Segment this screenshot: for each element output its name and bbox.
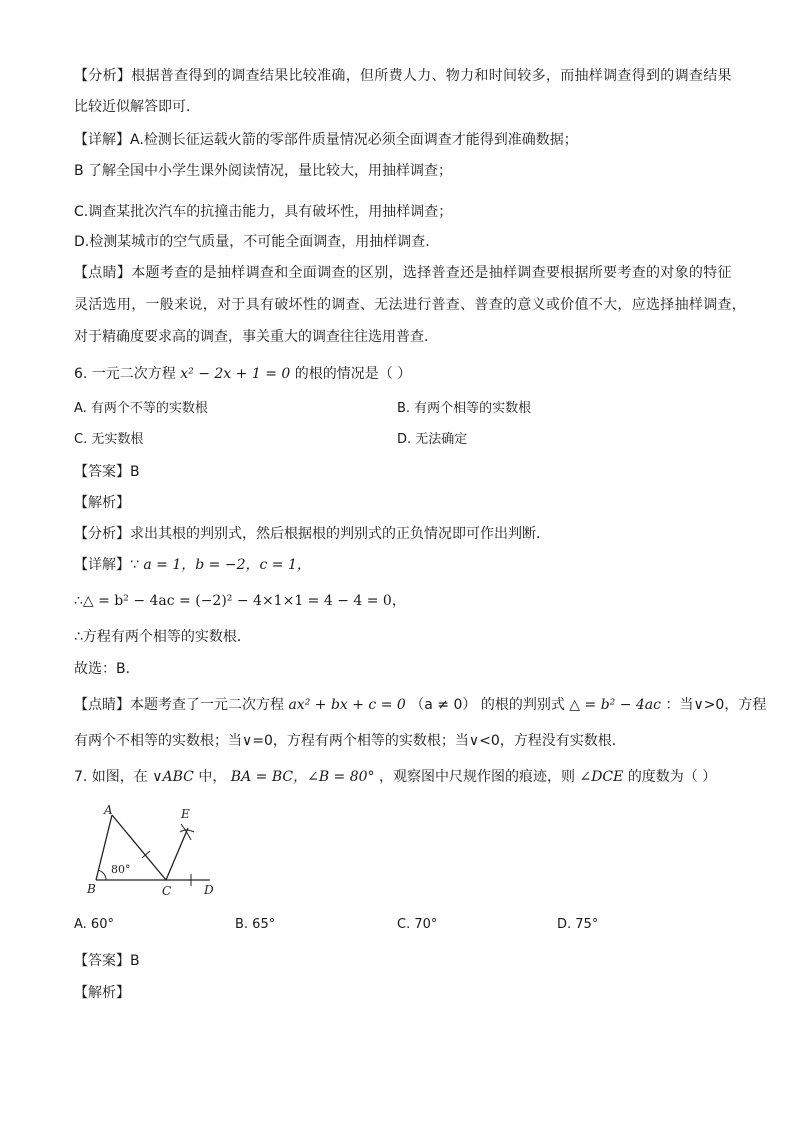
q7-stem-prefix: 7. 如图，在	[74, 769, 148, 785]
q7-stem-mid: 中，	[198, 769, 227, 785]
angle-arc-b	[99, 870, 107, 880]
q7-answer: 【答案】B	[74, 953, 140, 969]
q6-detail-prefix: 【详解】∵	[74, 557, 139, 573]
q7-option-b: B. 65°	[235, 917, 276, 932]
q5-detail-c: C.调查某批次汽车的抗撞击能力，具有破坏性，用抽样调查；	[74, 204, 453, 220]
q6-comment-tail: ：当∨>0，方程	[665, 697, 767, 713]
q6-comment-line-1	[74, 695, 766, 715]
label-c: C	[162, 884, 172, 898]
arc-mark-e2	[181, 824, 191, 840]
q6-comment-delta: △ = b² − 4ac	[569, 697, 661, 713]
q6-option-a: A. 有两个不等的实数根	[74, 401, 208, 416]
q6-option-c: C. 无实数根	[74, 432, 144, 447]
label-e: E	[181, 807, 190, 821]
q6-solution-heading: 【解析】	[74, 495, 130, 511]
angle-label-b: 80°	[111, 863, 131, 876]
q7-option-d: D. 75°	[557, 917, 599, 932]
q5-comment-line-2: 灵活选用，一般来说，对于具有破坏性的调查、无法进行普查、普查的意义或价值不大，应选择抽样调查，	[74, 297, 747, 313]
q6-stem	[74, 364, 411, 384]
q6-comment-equation: ax² + bx + c = 0	[288, 697, 406, 713]
q6-detail	[74, 555, 311, 575]
side-ab	[96, 815, 112, 880]
label-b: B	[87, 882, 96, 896]
q5-comment-line-3: 对于精确度要求高的调查，事关重大的调查往往选用普查．	[74, 329, 438, 345]
q7-triangle: ∨ABC	[152, 769, 194, 785]
q5-analysis-line-1: 【分析】根据普查得到的调查结果比较准确，但所费人力、物力和时间较多，而抽样调查得到的调查结果	[74, 68, 732, 84]
q7-condition: BA = BC，∠B = 80°	[230, 769, 375, 785]
q5-detail-d: D.检测某城市的空气质量，不可能全面调查，用抽样调查.	[74, 234, 430, 250]
q7-solution-heading: 【解析】	[74, 985, 130, 1001]
q6-comment-mid: 的根的判别式	[480, 697, 565, 713]
q6-comment-condition: （a ≠ 0）	[410, 697, 477, 713]
q7-stem-suffix: 的度数为（ ）	[627, 769, 717, 785]
q6-discriminant-line: ∴△ = b² − 4ac = (−2)² − 4×1×1 = 4 − 4 = 0，	[74, 593, 406, 609]
q6-answer: 【答案】B	[74, 464, 140, 480]
q6-comment-prefix: 【点睛】本题考查了一元二次方程	[74, 697, 284, 713]
q5-comment-line-1: 【点睛】本题考查的是抽样调查和全面调查的区别，选择普查还是抽样调查要根据所要考查的对象的特征	[74, 265, 732, 281]
q6-choice: 故选：B．	[74, 661, 140, 677]
q6-option-b: B. 有两个相等的实数根	[397, 401, 532, 416]
label-a: A	[104, 803, 113, 817]
q6-equation: x² − 2x + 1 = 0	[180, 366, 291, 382]
q6-analysis: 【分析】求出其根的判别式，然后根据根的判别式的正负情况即可作出判断．	[74, 526, 550, 542]
q6-stem-suffix: 的根的情况是（ ）	[294, 366, 412, 382]
q5-detail-a: 【详解】A.检测长征运载火箭的零部件质量情况必须全面调查才能得到准确数据；	[74, 132, 578, 148]
triangle-construction-figure	[84, 802, 224, 898]
q6-coefficients: a = 1，b = −2，c = 1，	[143, 557, 311, 573]
q7-option-c: C. 70°	[397, 917, 438, 932]
q7-stem-after: ，观察图中尺规作图的痕迹，则	[379, 769, 576, 785]
q7-angle: ∠DCE	[579, 769, 624, 785]
label-d: D	[204, 883, 214, 897]
q6-option-d: D. 无法确定	[397, 432, 468, 447]
q5-analysis-line-2: 比较近似解答即可．	[74, 99, 200, 115]
q6-conclusion: ∴方程有两个相等的实数根．	[74, 629, 251, 645]
ray-ce	[166, 828, 188, 880]
q7-option-a: A. 60°	[74, 917, 114, 932]
q6-stem-prefix: 6. 一元二次方程	[74, 366, 176, 382]
q5-detail-b: B 了解全国中小学生课外阅读情况，量比较大，用抽样调查；	[74, 163, 453, 179]
q6-comment-line-2: 有两个不相等的实数根；当∨=0，方程有两个相等的实数根；当∨<0，方程没有实数根．	[74, 733, 626, 749]
q7-stem	[74, 767, 716, 787]
